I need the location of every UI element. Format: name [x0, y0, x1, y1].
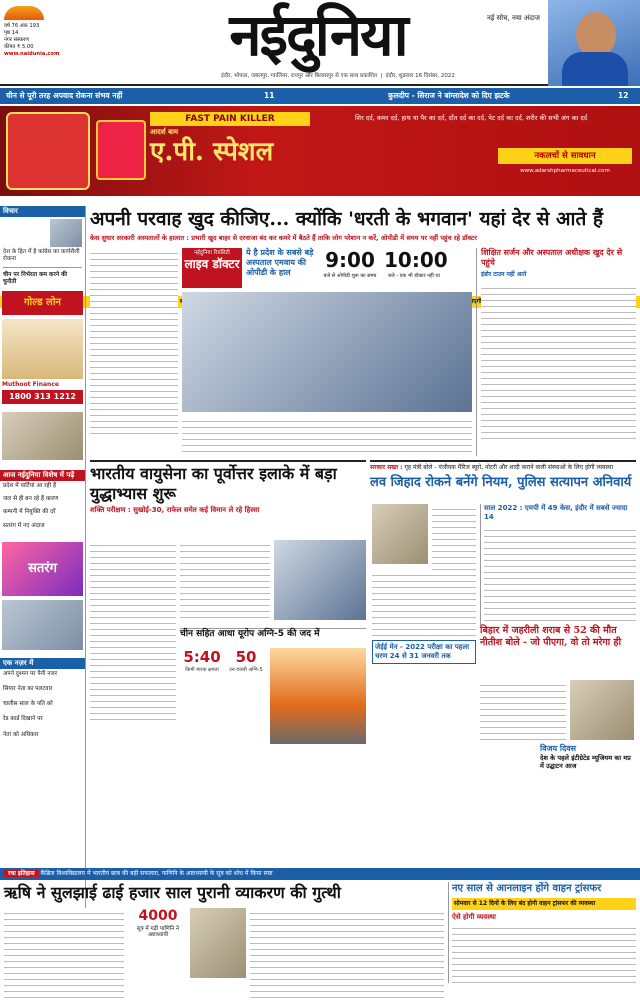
love-tag: सरकार सख्त :	[370, 464, 403, 471]
vijay-story	[540, 744, 636, 770]
lead-body-col1	[90, 248, 178, 438]
lead-subheadline: केस सुधार सरकारी अस्पतालों के हालात : प्रभारी खुद बाहर से दरवाजा बंद कर कमरे में बैठते हैं ताकि लोग परेशान न करें, ओपीडी में समय पर नहीं पहुंच रहे डॉक्टर	[90, 234, 477, 242]
missile-launch-photo	[270, 648, 366, 744]
balm-box-image	[96, 120, 146, 180]
ek-nazar-item[interactable]: नेता को अधिकार	[3, 731, 39, 738]
edition-info	[4, 6, 82, 84]
bottom-story	[4, 882, 444, 904]
bottom-headline[interactable]: ऋषि ने सुलझाई ढाई हजार साल पुरानी व्याकरण की गुत्थी	[4, 883, 341, 902]
time-box-2	[384, 248, 448, 288]
vijay-text[interactable]: देश के पहले इंटीग्रेटेड म्यूजियम का मप्र में उद्घाटन आज	[540, 754, 631, 771]
lead-body-text	[182, 416, 472, 456]
sidebar-title[interactable]: शिक्षित सर्जन और अस्पताल अधीक्षक खुद देर से पहुंचे	[481, 248, 623, 267]
strip-left-story[interactable]: चीन से पूरी तरह अपवाद रोकना संभव नहीं	[6, 91, 123, 100]
bottom-body-col1	[4, 908, 124, 998]
lead-sidebar	[476, 248, 636, 456]
love-side	[480, 504, 636, 625]
nitish-photo	[570, 680, 634, 740]
agni-headline[interactable]: चीन सहित आधा यूरोप अग्नि-5 की जद में	[180, 629, 320, 639]
balm-jar-image	[6, 112, 90, 190]
bottom-body-col2	[250, 908, 444, 998]
time-box-1	[320, 248, 380, 288]
jee-box	[372, 640, 476, 664]
iaf-subheadline: शक्ति परीक्षण : सुखोई-30, राफेल समेत कई विमान ले रहे हिस्सा	[90, 506, 260, 514]
edition-line: वर्ष 76 अंक 193	[4, 23, 40, 29]
strip-left-page: 11	[264, 91, 275, 100]
newspaper-title: नईदुनिया	[229, 1, 407, 69]
ad-brand-top: आदर्श बाम	[150, 128, 179, 136]
strip-right-story[interactable]: कुलदीप - सिराज ने बांग्लादेश को दिए झटके	[388, 91, 510, 100]
bottom-stat-value: 4000	[138, 908, 178, 924]
ad-copy: सिर दर्द, कमर दर्द, हाथ या पैर का दर्द, दाँत दर्द का दर्द, पेट दर्द का दर्द, शरीर की सभी अंग का दर्द	[355, 114, 588, 122]
tagline: नई सोच, नया अंदाज	[486, 14, 540, 22]
edition-line: नगर संस्करण	[4, 37, 29, 44]
ad-warning-badge: नकलचों से सावधान	[498, 148, 632, 164]
edition-cities: इंदौर, भोपाल, जबलपुर, ग्वालियर, रायपुर और बिलासपुर से एक साथ प्रकाशित	[221, 73, 378, 79]
badge-top: नईदुनिया रियलिटी	[194, 250, 230, 256]
lead-headline-box	[90, 206, 636, 232]
muthoot-brand: Muthoot Finance	[2, 380, 59, 388]
bottom-tag-text: कैंब्रिज विश्वविद्यालय में भारतीय छात्र की बड़ी सफलता, पाणिनि के अष्टाध्यायी के सूत्र को शोध में किया स्पष्ट	[40, 870, 273, 877]
ek-nazar-item[interactable]: सियार नेता का पलटवार	[3, 685, 53, 692]
satrang-image	[2, 600, 83, 650]
stat2-value: 50	[235, 648, 257, 666]
phone-number[interactable]: 1800 313 1212	[2, 390, 83, 404]
ad-killer-banner: FAST PAIN KILLER	[150, 112, 310, 126]
vichar-heading: विचार	[0, 206, 85, 217]
vehicle-story	[448, 882, 636, 983]
stat1-label: किमी मारक क्षमता	[185, 666, 219, 673]
vehicle-list-title: ऐसे होगी व्यवस्था	[452, 912, 496, 921]
vichar-text[interactable]: देश के हित में है कांग्रेस का कार्यशैली रोकना	[3, 248, 80, 262]
iaf-body-col2	[180, 540, 270, 620]
edition-line: पृष्ठ 14	[4, 30, 19, 37]
gold-loan-ad[interactable]: गोल्ड लोन	[2, 291, 83, 315]
top-headline-strip	[0, 88, 640, 104]
love-headline[interactable]: लव जिहाद रोकने बनेंगे नियम, पुलिस सत्यापन अनिवार्य	[370, 474, 632, 490]
love-body-col2	[372, 570, 476, 640]
agni-story	[180, 628, 366, 640]
aaj-item[interactable]: प्रदेश में पार्टियां आ रही हैं	[3, 482, 57, 489]
dateline: इंदौर, भोपाल, जबलपुर, ग्वालियर, रायपुर और बिलासपुर से एक साथ प्रकाशित | इंदौर, शुक्रवार 16 दिसंबर, 2022	[221, 73, 455, 79]
lead-headline[interactable]: अपनी परवाह खुद कीजिए... क्योंकि 'धरती के भगवान' यहां देर से आते हैं	[90, 208, 604, 230]
masthead	[0, 0, 640, 86]
ad-disclaimer: जाएगी	[0, 296, 640, 308]
aaj-item[interactable]: कम्पनी में नियुक्ति की दरें	[3, 509, 56, 516]
ek-nazar-item[interactable]: चालीस साल के पति को	[3, 701, 53, 708]
iaf-body-col1	[90, 540, 176, 720]
bihar-story	[480, 625, 636, 649]
vehicle-box: सोमवार से 12 दिनों के लिए बंद होगी वाहन ट्रांसफर की व्यवस्था	[452, 898, 636, 910]
aaj-vishesh-heading: आज नईदुनिया विशेष में पढ़ें	[0, 470, 85, 481]
vichar-story[interactable]: चीन पर निर्भरता कम करने की चुनौती	[3, 272, 68, 286]
vehicle-headline[interactable]: नए साल से आनलाइन होंगे वाहन ट्रांसफर	[452, 883, 602, 894]
agni-stat2	[226, 648, 266, 673]
love-side-title[interactable]: साल 2022 : एमपी में 49 केस, इंदौर में सबसे ज्यादा 14	[484, 504, 628, 521]
cricketer-photo	[548, 0, 640, 86]
sidebar-sub: इंडोर टाउन नहीं आते	[481, 271, 527, 278]
date: इंदौर, शुक्रवार 16 दिसंबर, 2022	[385, 73, 455, 79]
ek-nazar-item[interactable]: अपने दुश्मन पर पैनी नजर	[3, 670, 58, 677]
time2-value: 10:00	[384, 248, 448, 272]
bottom-tag: रचा इतिहास	[4, 870, 39, 877]
fighter-jet-photo	[274, 540, 366, 620]
bihar-headline[interactable]: बिहार में जहरीली शराब से 52 की मौत नीतीश बोले - जो पीएगा, वो तो मरेगा ही	[480, 625, 622, 648]
ad-brand-name: ए.पी. स्पेशल	[150, 137, 274, 167]
bottom-tag-strip	[0, 868, 640, 880]
aaj-item[interactable]: सतरंग में नए अंदाज	[3, 522, 45, 529]
columnist-photo	[50, 219, 82, 247]
strip-right-page: 12	[618, 91, 629, 100]
masthead-logo-sun-icon	[4, 6, 44, 20]
iaf-story	[90, 460, 366, 515]
love-tag-text: गृह मंत्री बोले - पंजीयक मैरिज ब्यूरो, नोटरी और शादी कराने वाली संस्थाओं के लिए होगी व्यवस्था	[404, 464, 613, 471]
ek-nazar-item[interactable]: रेड कार्ड दिखाने पर	[3, 716, 43, 723]
website-link[interactable]: www.naidunia.com	[4, 51, 60, 58]
left-column	[0, 206, 86, 966]
minister-photo	[372, 504, 428, 564]
stat2-label: टन वजनी अग्नि-5	[229, 666, 263, 673]
love-story	[370, 460, 636, 491]
satrang-banner[interactable]: सतरंग	[2, 542, 83, 596]
bihar-body	[480, 680, 566, 740]
aaj-item[interactable]: जल से ही बन रहे हैं कारण	[3, 496, 59, 503]
ad-website[interactable]: www.adarshpharmaceutical.com	[520, 168, 610, 174]
iaf-headline[interactable]: भारतीय वायुसेना का पूर्वोत्तर इलाके में बड़ा युद्धाभ्यास शुरू	[90, 464, 337, 503]
vijay-title: विजय दिवस	[540, 744, 577, 753]
live-doctor-badge	[182, 248, 242, 288]
badge-main: लाइव डॉक्टर	[184, 256, 240, 271]
student-photo	[190, 908, 246, 978]
jee-headline[interactable]: जेईई मेन - 2022 परीक्षा का पहला चरण 24 से 31 जनवरी तक	[375, 643, 470, 660]
stat1-value: 5:40	[183, 648, 221, 666]
hospital-photo	[182, 292, 472, 412]
time1-value: 9:00	[325, 248, 375, 272]
agni-stat1	[180, 648, 224, 673]
time1-label: बजे से ओपीडी शुरू का समय	[323, 273, 377, 279]
ek-nazar-heading: एक नज़र में	[0, 658, 85, 669]
bottom-stat-label: सूत्र में गढ़ी पाणिनि ने अष्टाध्यायी	[136, 925, 180, 939]
gold-loan-ad-image	[2, 319, 83, 379]
lead-callout: ये है प्रदेश के सबसे बड़े अस्पताल एमवाय की ओपीडी के हाल	[246, 248, 314, 277]
edition-line: कीमत ₹ 5.00	[4, 44, 34, 51]
promo-image	[2, 412, 83, 460]
bottom-stat	[128, 908, 188, 939]
time2-label: बजे - एक भी डॉक्टर नहीं था	[388, 273, 440, 279]
